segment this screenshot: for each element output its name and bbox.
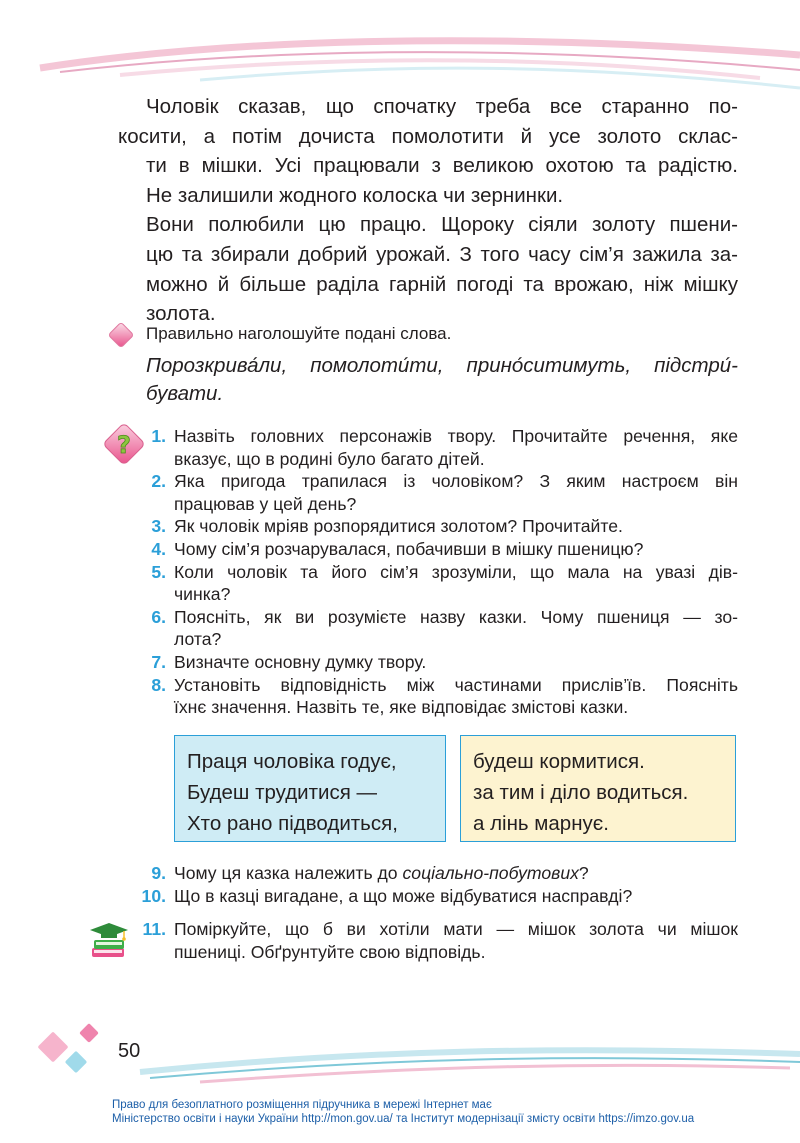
question-text-end: ? xyxy=(578,863,589,883)
text-line: Установіть відповідність між частинами прислів’їв. Поясніть xyxy=(174,674,738,695)
question-number: 11. xyxy=(142,919,166,939)
proverb-part: а лінь марнує. xyxy=(473,812,609,835)
text-line: Яка пригода трапилася із чоловіком? З яким настроєм він xyxy=(174,471,738,492)
question-item xyxy=(140,425,738,470)
question-item xyxy=(140,538,738,561)
text-line: Назвіть головних персонажів твору. Прочитайте речення, яке xyxy=(174,426,738,446)
question-item xyxy=(140,561,738,606)
proverb-beginnings-box xyxy=(174,735,446,842)
book-cap-icon xyxy=(86,918,132,964)
story-text xyxy=(118,92,738,329)
text-line: ти в мішки. Усі працювали з великою охотою та радістю. xyxy=(146,154,738,178)
stressed-words xyxy=(146,352,738,408)
text-line: цю та збирали добрий урожай. З того часу сім’я зажила за- xyxy=(146,242,738,266)
question-number: 10. xyxy=(141,885,166,906)
footer-notice xyxy=(112,1098,752,1126)
proverb-part: Праця чоловіка годує, xyxy=(187,750,397,773)
story-paragraph-2 xyxy=(118,210,738,328)
question-item xyxy=(140,606,738,651)
text-line: Визначте основну думку твору. xyxy=(174,651,427,672)
text-line: Як чоловік мріяв розпорядитися золотом? Прочитайте. xyxy=(174,516,623,537)
story-paragraph-1 xyxy=(118,92,738,210)
proverb-part: Будеш трудитися — xyxy=(187,781,378,804)
text-line: Поміркуйте, що б ви хотіли мати — мішок золота чи мішок xyxy=(174,919,738,939)
questions-list xyxy=(140,862,738,907)
questions-list xyxy=(140,918,738,963)
text-line: працював у цей день? xyxy=(174,493,357,514)
text-line: їхнє значення. Назвіть те, яке відповідає змістові казки. xyxy=(174,697,629,718)
proverb-part: Хто рано підводиться, xyxy=(187,812,398,835)
question-item xyxy=(140,862,738,885)
question-number: 9. xyxy=(151,863,166,883)
question-item xyxy=(140,651,738,674)
question-emphasis: соціально-побутових xyxy=(402,863,579,883)
footer-line: Міністерство освіти і науки України http://mon.gov.ua/ та Інститут модернізації змісту освіти https://imzo.gov.ua xyxy=(112,1113,695,1125)
page-number: 50 xyxy=(118,1040,141,1062)
question-number: 5. xyxy=(151,561,166,582)
text-line: можно й більше раділа гарній погоді та врожаю, ніж мішку xyxy=(146,272,738,296)
text-line: лота? xyxy=(174,629,222,650)
question-text: Чому ця казка належить до xyxy=(174,863,403,883)
question-item xyxy=(140,470,738,515)
question-number: 2. xyxy=(151,471,166,492)
text-line: вказує, що в родині було багато дітей. xyxy=(174,448,485,469)
proverb-part: будеш кормитися. xyxy=(473,750,645,773)
question-item xyxy=(140,918,738,963)
text-line: Коли чоловік та його сім’я зрозуміли, що мала на увазі дів- xyxy=(174,561,738,582)
text-line: чинка? xyxy=(174,584,231,605)
text-line: бувати. xyxy=(146,382,224,405)
diamond-task-icon xyxy=(106,320,136,350)
question-number: 4. xyxy=(151,538,166,559)
task-instruction: Правильно наголошуйте подані слова. xyxy=(146,324,452,343)
question-item xyxy=(140,515,738,538)
text-line: пшениці. Обґрунтуйте свою відповідь. xyxy=(174,941,486,962)
question-item xyxy=(140,674,738,719)
svg-text:?: ? xyxy=(117,431,131,459)
question-text: Що в казці вигадане, а що може відбуватися насправді? xyxy=(174,885,633,906)
footer-line: Право для безоплатного розміщення підручника в мережі Інтернет має xyxy=(112,1099,492,1111)
question-number: 8. xyxy=(151,674,166,695)
proverb-part: за тим і діло водиться. xyxy=(473,781,689,804)
text-line: золота. xyxy=(146,302,216,326)
text-line: Порозкрива́ли, помолоти́ти, прино́ситимуть, підстри́- xyxy=(146,354,738,377)
text-line: Вони полюбили цю працю. Щороку сіяли золоту пшени- xyxy=(146,213,738,237)
text-line: Чоловік сказав, що спочатку треба все старанно по- xyxy=(146,95,738,118)
proverb-endings-box xyxy=(460,735,736,842)
text-line: косити, а потім дочиста помолотити й усе золото склас- xyxy=(118,124,738,148)
question-number: 1. xyxy=(151,426,166,446)
questions-list xyxy=(140,425,738,719)
text-line: Не залишили жодного колоска чи зернинки. xyxy=(146,183,564,207)
question-number: 3. xyxy=(151,516,166,537)
text-line: Чому сім’я розчарувалася, побачивши в мішку пшеницю? xyxy=(174,538,644,559)
question-item xyxy=(140,885,738,908)
question-number: 6. xyxy=(151,606,166,627)
text-line: Поясніть, як ви розумієте назву казки. Чому пшениця — зо- xyxy=(174,606,738,627)
question-number: 7. xyxy=(151,651,166,672)
